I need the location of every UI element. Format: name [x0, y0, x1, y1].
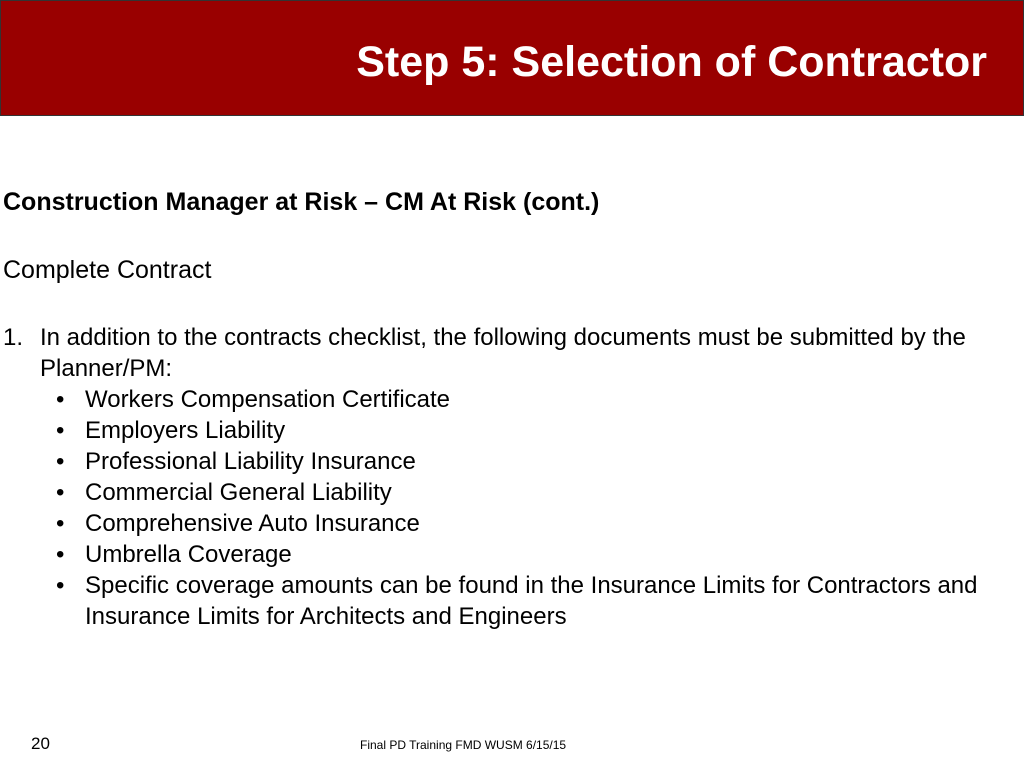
bullet-icon: • — [56, 448, 65, 475]
bullet-icon: • — [56, 541, 65, 568]
bullet-text: Workers Compensation Certificate — [85, 386, 451, 413]
list-number: 1. — [3, 324, 24, 351]
footer-text: Final PD Training FMD WUSM 6/15/15 — [360, 738, 567, 752]
bullet-item — [40, 508, 1003, 539]
title-bar — [0, 0, 1024, 116]
bullet-item — [40, 446, 1003, 477]
bullet-list — [40, 384, 1003, 632]
bullet-icon: • — [56, 479, 65, 506]
bullet-icon: • — [56, 417, 65, 444]
bullet-text: Umbrella Coverage — [85, 541, 292, 568]
bullet-item — [40, 570, 1003, 632]
bullet-text: Professional Liability Insurance — [85, 448, 416, 475]
section-heading: Construction Manager at Risk – CM At Risk (cont.) — [3, 188, 600, 216]
list-item-text: In addition to the contracts checklist, the following documents must be submitted by the Planner/PM: — [40, 324, 966, 382]
bullet-item — [40, 384, 1003, 415]
bullet-icon: • — [56, 386, 65, 413]
bullet-item — [40, 415, 1003, 446]
numbered-list-item — [3, 322, 1003, 632]
bullet-text: Comprehensive Auto Insurance — [85, 510, 420, 537]
slide-number: 20 — [31, 734, 50, 753]
bullet-text: Specific coverage amounts can be found in the Insurance Limits for Contractors and Insurance Limits for Architects and Engineers — [85, 572, 978, 630]
subheading: Complete Contract — [3, 256, 212, 284]
slide-title: Step 5: Selection of Contractor — [356, 38, 987, 86]
bullet-icon: • — [56, 510, 65, 537]
bullet-icon: • — [56, 572, 65, 599]
bullet-text: Employers Liability — [85, 417, 286, 444]
bullet-text: Commercial General Liability — [85, 479, 392, 506]
bullet-item — [40, 477, 1003, 508]
bullet-item — [40, 539, 1003, 570]
